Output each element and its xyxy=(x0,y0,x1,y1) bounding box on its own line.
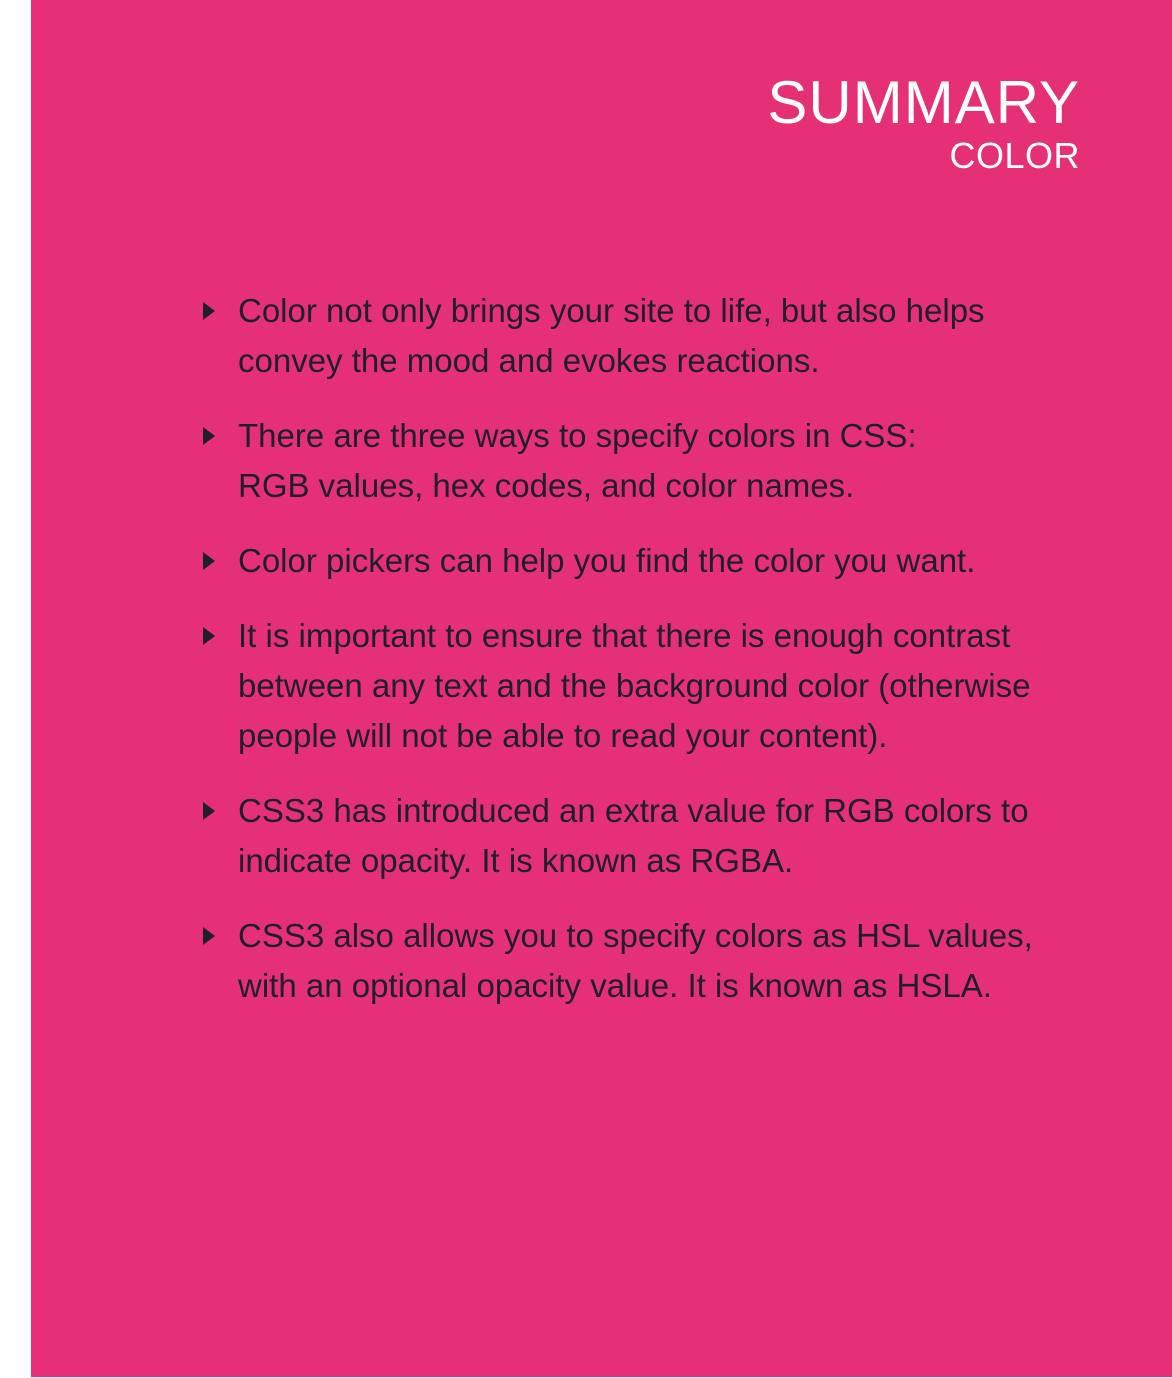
list-item-line: CSS3 has introduced an extra value for RGB colors to xyxy=(238,792,1029,829)
list-item xyxy=(199,611,1099,761)
page-title: SUMMARY xyxy=(767,69,1080,136)
list-item-line: It is important to ensure that there is enough contrast xyxy=(238,617,1011,654)
summary-page xyxy=(31,0,1172,1377)
list-item-line: between any text and the background color (otherwise xyxy=(238,667,1031,704)
triangle-right-icon xyxy=(203,427,215,445)
list-item-line: There are three ways to specify colors in CSS: xyxy=(238,417,917,454)
list-item xyxy=(199,911,1099,1011)
list-item-line: Color pickers can help you find the color you want. xyxy=(238,542,976,579)
list-item-line: CSS3 also allows you to specify colors as HSL values, xyxy=(238,917,1033,954)
list-item xyxy=(199,786,1099,886)
list-item xyxy=(199,536,1099,586)
triangle-right-icon xyxy=(203,302,215,320)
list-item-line: RGB values, hex codes, and color names. xyxy=(238,467,855,504)
list-item xyxy=(199,286,1099,386)
list-item xyxy=(199,411,1099,511)
triangle-right-icon xyxy=(203,802,215,820)
list-item-line: with an optional opacity value. It is known as HSLA. xyxy=(238,967,992,1004)
list-item-line: people will not be able to read your content). xyxy=(238,717,888,754)
list-item-line: convey the mood and evokes reactions. xyxy=(238,342,820,379)
triangle-right-icon xyxy=(203,927,215,945)
page-heading xyxy=(767,70,1080,176)
triangle-right-icon xyxy=(203,552,215,570)
triangle-right-icon xyxy=(203,627,215,645)
list-item-line: indicate opacity. It is known as RGBA. xyxy=(238,842,794,879)
list-item-line: Color not only brings your site to life, but also helps xyxy=(238,292,985,329)
page-subtitle: COLOR xyxy=(949,135,1080,176)
summary-list xyxy=(199,286,1099,1036)
